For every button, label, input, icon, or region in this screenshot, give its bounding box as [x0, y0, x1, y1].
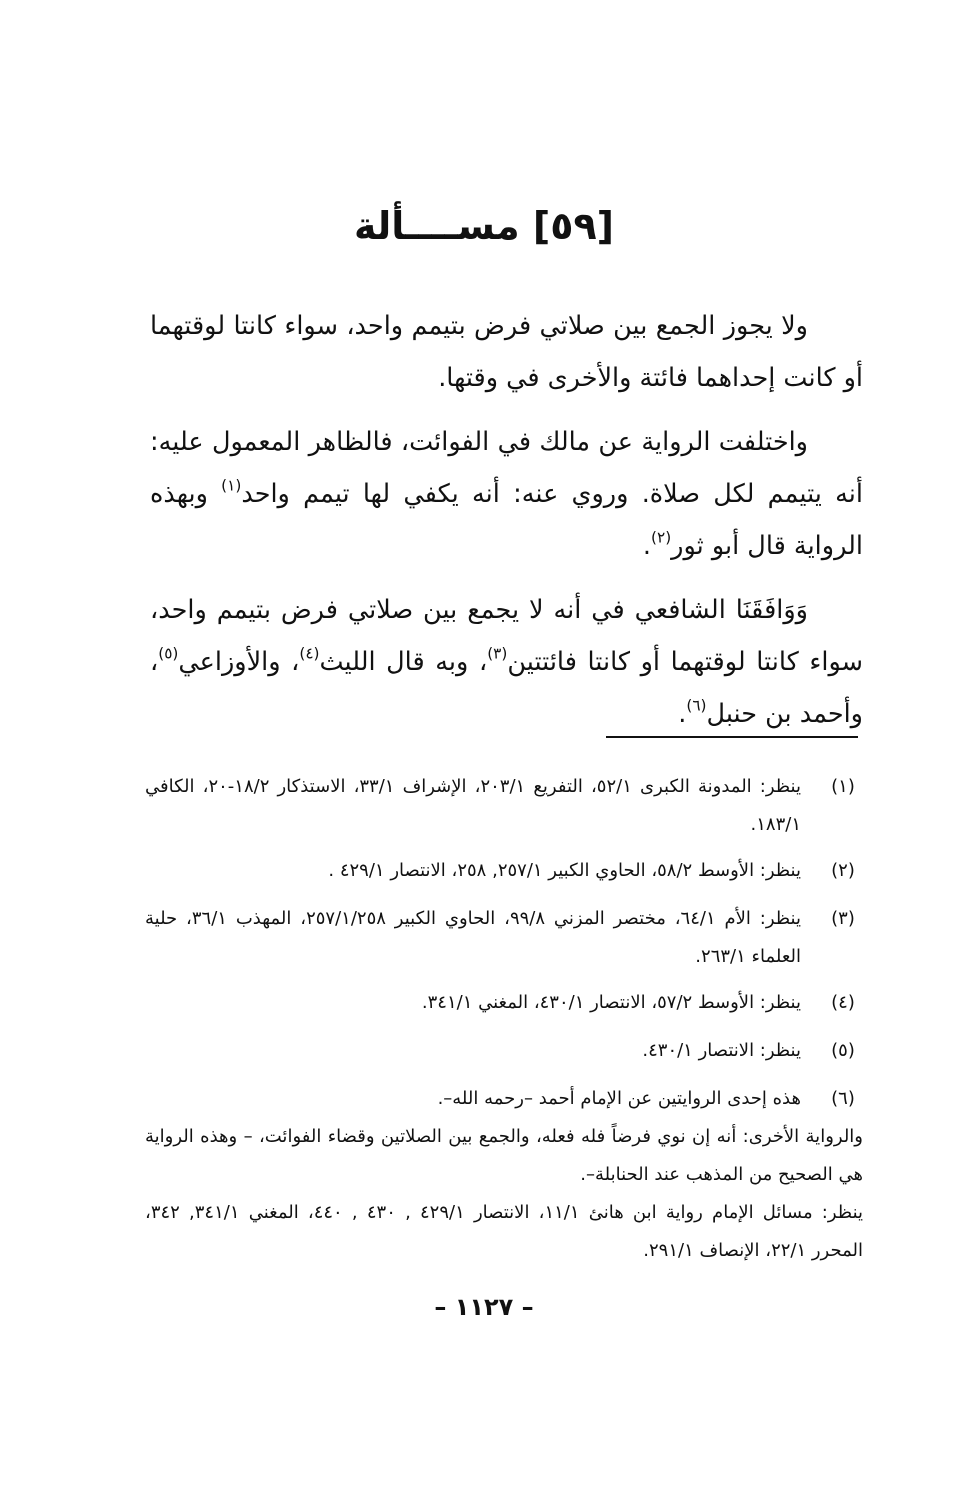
footnote-text — [145, 1080, 864, 1270]
footnote-text: ينظر: الأوسط ٥٧/٢، الانتصار ٤٣٠/١، المغني ٣٤١/١. — [421, 992, 801, 1013]
paragraph-1: ولا يجوز الجمع بين صلاتي فرض بتيمم واحد، سواء كانتا لوقتهما أو كانت إحداهما فائتة والأخرى في وقتها. — [150, 311, 863, 393]
footnotes — [145, 768, 863, 1270]
footnote-text: ينظر: الأم ٦٤/١، مختصر المزني ٩٩/٨، الحاوي الكبير ٢٥٧/١/٢٥٨، المهذب ٣٦/١، حلية العلماء ٢٦٣/١. — [145, 908, 801, 967]
footnote-ref[interactable]: (٤) — [299, 644, 320, 663]
page-number: – ١١٢٧ – — [434, 1293, 534, 1321]
issue-heading: [٥٩] مســــألة — [353, 204, 615, 248]
footnote-1 — [145, 768, 863, 844]
footnote-text: ينظر: المدونة الكبرى ٥٢/١، التفريع ٢٠٣/١، الإشراف ٣٣/١، الاستذكار ١٨/٢-٢٠، الكافي ١٨٣/١. — [145, 776, 801, 835]
paragraph-2: واختلفت الرواية عن مالك في الفوائت، فالظاهر المعمول عليه: أنه يتيمم لكل صلاة. وروي عنه: أنه يكفي لها تيمم واحد$^{(١)}$ وبهذه الرواية قال أبو ثور$^{(٢)}$. — [150, 427, 863, 561]
footnote-ref[interactable]: (٥) — [158, 644, 179, 663]
main-text — [150, 300, 863, 752]
footnote-ref[interactable]: (٦) — [686, 696, 707, 715]
footnote-2 — [145, 852, 863, 890]
footnote-ref[interactable]: (٢) — [651, 528, 672, 547]
footnote-line: هذه إحدى الروايتين عن الإمام أحمد –رحمه الله–. — [437, 1088, 801, 1109]
paragraph-3: وَوَافَقَنَا الشافعي في أنه لا يجمع بين صلاتي فرض بتيمم واحد، سواء كانتا لوقتهما أو كانتا فائتتين$^{(٣)}$، وبه قال الليث$^{(٤)}$، والأوزاعي$^{(٥)}$، وأحمد بن حنبل$^{(٦)}$. — [150, 595, 863, 729]
footnote-divider — [606, 736, 858, 738]
footnote-number: (٤) — [831, 992, 855, 1013]
footnote-4 — [145, 984, 863, 1022]
footnote-ref[interactable]: (١) — [221, 476, 242, 495]
footnote-5 — [145, 1032, 863, 1070]
footnote-3 — [145, 900, 863, 976]
footnote-line: والرواية الأخرى: أنه إن نوي فرضاً فله فعله، والجمع بين الصلاتين وقضاء الفوائت، – وهذه الرواية هي الصحيح من المذهب عند الحنابلة–. — [145, 1126, 863, 1185]
footnote-text: ينظر: الانتصار ٤٣٠/١. — [642, 1040, 801, 1061]
footnote-number: (٣) — [831, 908, 855, 929]
footnote-ref[interactable]: (٣) — [487, 644, 508, 663]
footnote-number: (٢) — [831, 860, 855, 881]
footnote-6 — [145, 1080, 863, 1270]
footnote-number: (١) — [831, 776, 855, 797]
footnote-number: (٥) — [831, 1040, 855, 1061]
footnote-text: ينظر: الأوسط ٥٨/٢، الحاوي الكبير ٢٥٧/١, ٢٥٨، الانتصار ٤٢٩/١ . — [328, 860, 801, 881]
footnote-number: (٦) — [831, 1088, 855, 1109]
footnote-line: ينظر: مسائل الإمام رواية ابن هانئ ١١/١، الانتصار ٤٢٩/١ , ٤٣٠ , ٤٤٠، المغني ٣٤١/١, ٣٤٢، المحرر ٢٢/١، الإنصاف ٢٩١/١. — [145, 1202, 864, 1261]
